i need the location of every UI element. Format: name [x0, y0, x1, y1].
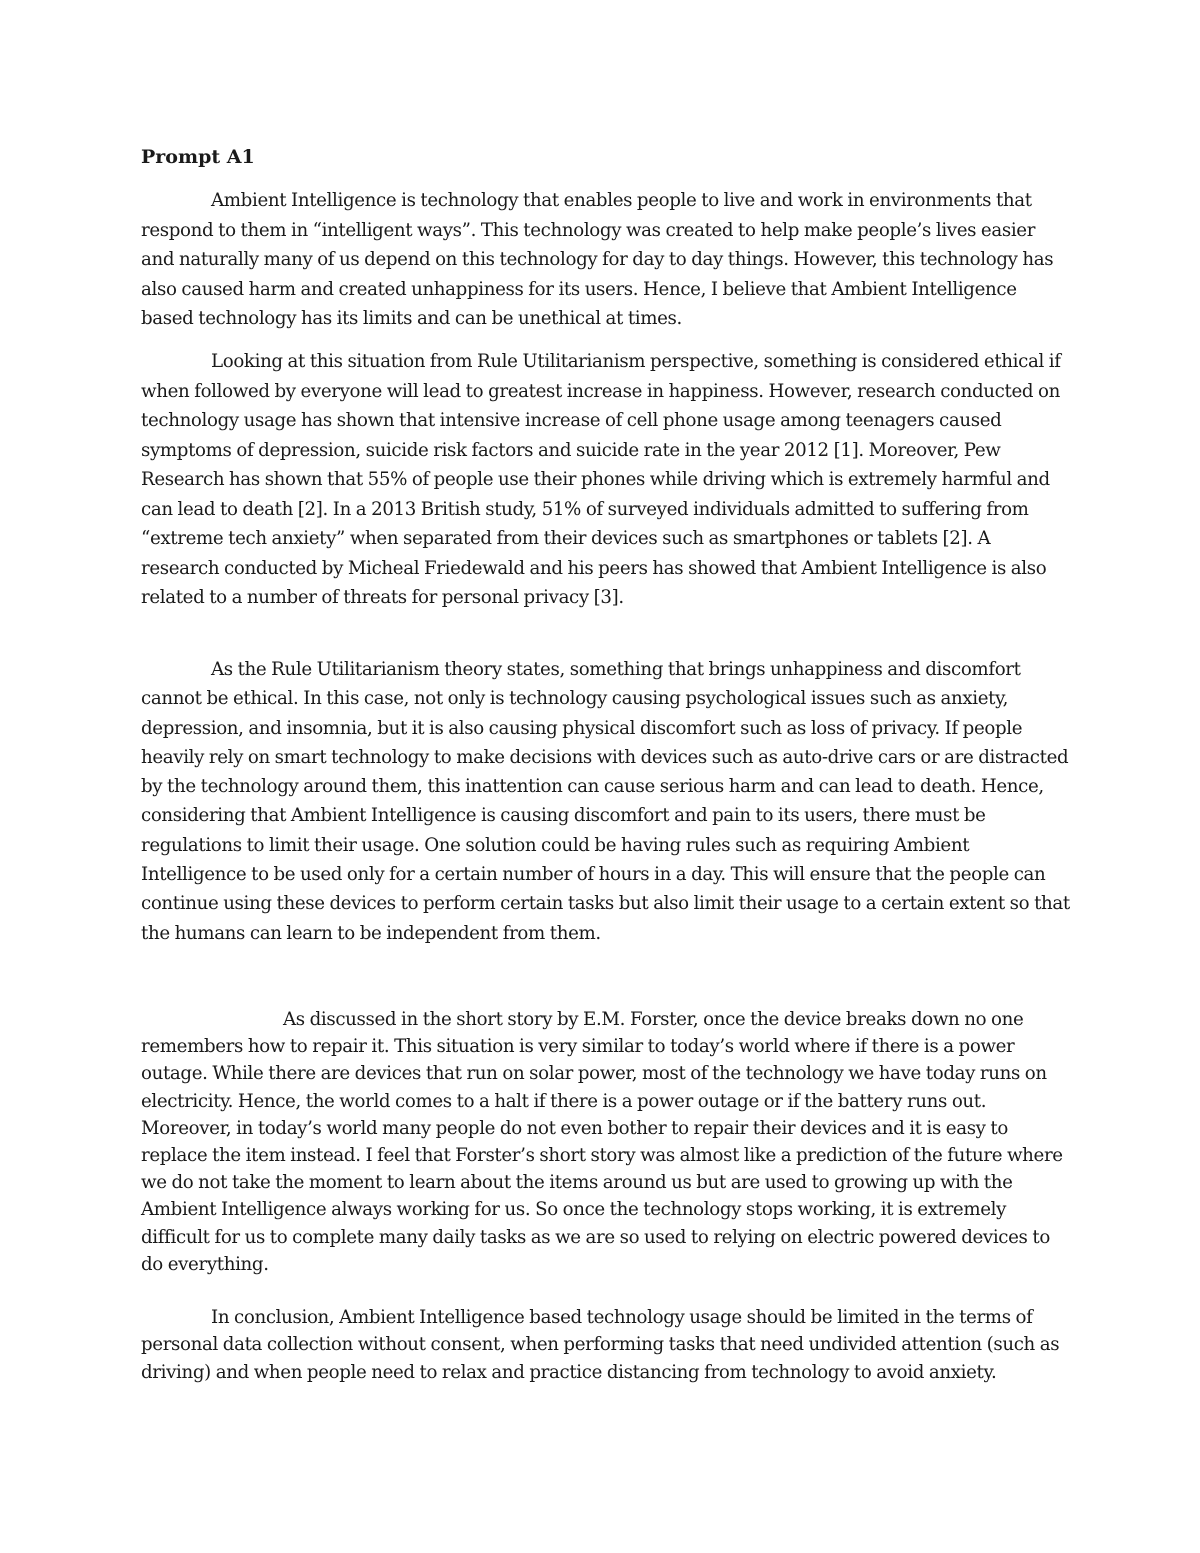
paragraph-theory-application: As the Rule Utilitarianism theory states, something that brings unhappiness and discomfort cannot be ethical. In this case, not only is technology causing psychological issues such as anxiety, depression, and insomnia, but it is also causing physical discomfort such as loss of privacy. If people heavily rely on smart technology to make decisions with devices such as auto-drive cars or are distracted by the technology around them, this inattention can cause serious harm and can lead to death. Hence, considering that Ambient Intelligence is causing discomfort and pain to its users, there must be regulations to limit their usage. One solution could be having rules such as requiring Ambient Intelligence to be used only for a certain number of hours in a day. This will ensure that the people can continue using these devices to perform certain tasks but also limit their usage to a certain extent so that the humans can learn to be independent from them.	[141, 659, 1070, 944]
paragraph-introduction: Ambient Intelligence is technology that enables people to live and work in environments that respond to them in “intelligent ways”. This technology was created to help make people’s lives easier and naturally many of us depend on this technology for day to day things. However, this technology has also caused harm and created unhappiness for its users. Hence, I believe that Ambient Intelligence based technology has its limits and can be unethical at times.	[141, 190, 1054, 329]
paragraph-forster-story: As discussed in the short story by E.M. Forster, once the device breaks down no one remembers how to repair it. This situation is very similar to today’s world where if there is a power outage. While there are devices that run on solar power, most of the technology we have today runs on electricity. Hence, the world comes to a halt if there is a power outage or if the battery runs out. Moreover, in today’s world many people do not even bother to repair their devices and it is easy to replace the item instead. I feel that Forster’s short story was almost like a prediction of the future where we do not take the moment to learn about the items around us but are used to growing up with the Ambient Intelligence always working for us. So once the technology stops working, it is extremely difficult for us to complete many daily tasks as we are so used to relying on electric powered devices to do everything.	[141, 1009, 1063, 1275]
paragraph-rule-utilitarianism: Looking at this situation from Rule Utilitarianism perspective, something is considered ethical if when followed by everyone will lead to greatest increase in happiness. However, research conducted on technology usage has shown that intensive increase of cell phone usage among teenagers caused symptoms of depression, suicide risk factors and suicide rate in the year 2012 [1]. Moreover, Pew Research has shown that 55% of people use their phones while driving which is extremely harmful and can lead to death [2]. In a 2013 British study, 51% of surveyed individuals admitted to suffering from “extreme tech anxiety” when separated from their devices such as smartphones or tablets [2]. A research conducted by Micheal Friedewald and his peers has showed that Ambient Intelligence is also related to a number of threats for personal privacy [3].	[141, 351, 1061, 608]
paragraph-conclusion: In conclusion, Ambient Intelligence based technology usage should be limited in the terms of personal data collection without consent, when performing tasks that need undivided attention (such as driving) and when people need to relax and practice distancing from technology to avoid anxiety.	[141, 1307, 1060, 1383]
document-title: Prompt A1	[141, 146, 255, 168]
